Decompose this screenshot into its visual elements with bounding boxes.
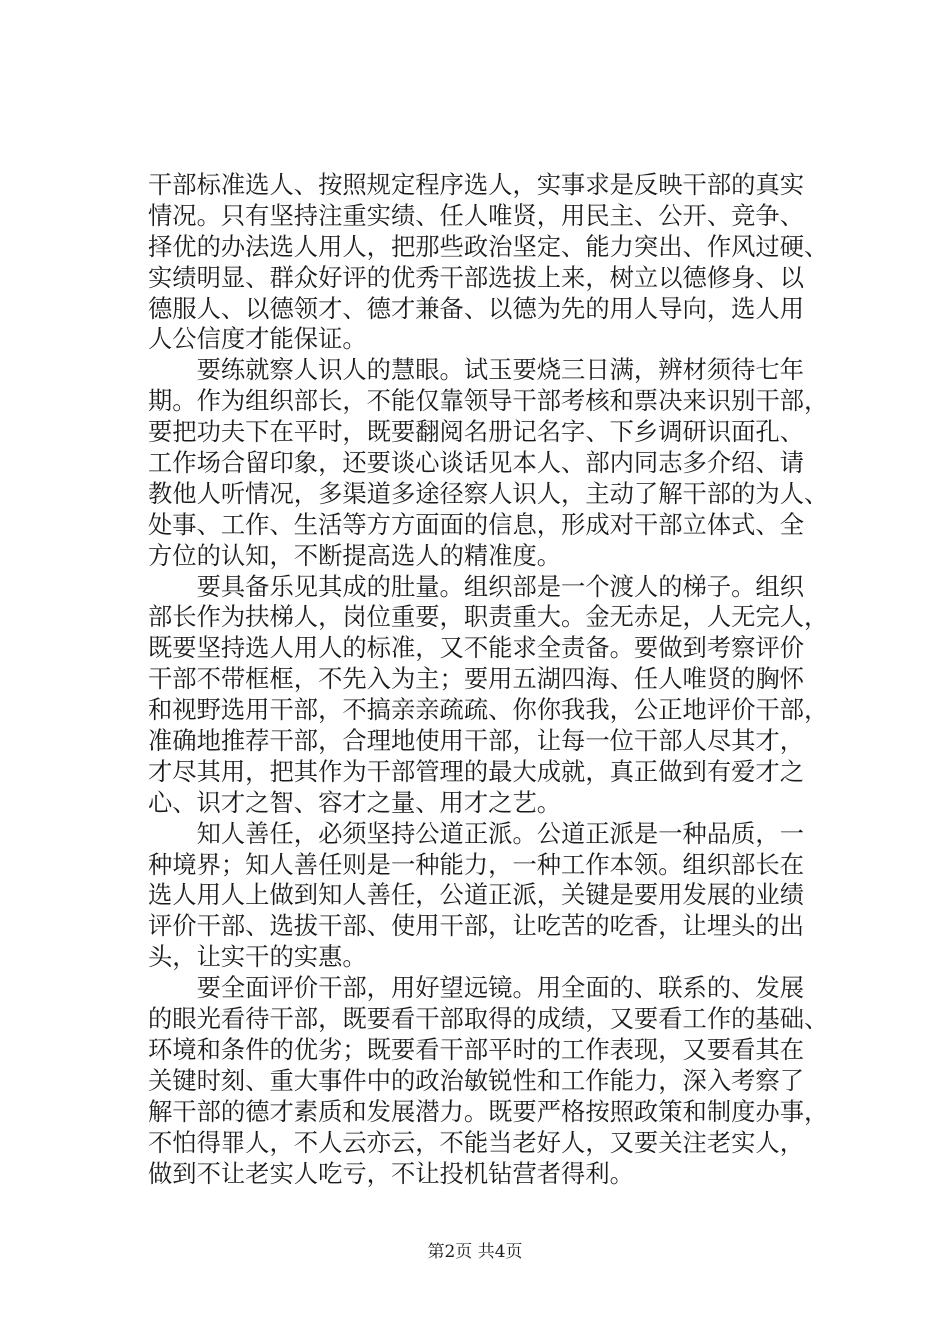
text-line: 和视野选用干部，不搞亲亲疏疏、你你我我，公正地评价干部，	[148, 695, 829, 725]
text-line: 不怕得罪人，不人云亦云，不能当老好人，又要关注老实人，	[148, 1127, 805, 1157]
document-body	[148, 170, 832, 1189]
text-line: 种境界；知人善任则是一种能力，一种工作本领。组织部长在	[148, 849, 805, 879]
text-line: 处事、工作、生活等方方面面的信息，形成对干部立体式、全	[148, 509, 805, 539]
text-line: 准确地推荐干部，合理地使用干部，让每一位干部人尽其才，	[148, 726, 805, 756]
text-line: 干部标准选人、按照规定程序选人，实事求是反映干部的真实	[148, 170, 805, 199]
text-line: 的眼光看待干部，既要看干部取得的成绩，又要看工作的基础、	[148, 1004, 829, 1034]
text-line: 要把功夫下在平时，既要翻阅名册记名字、下乡调研识面孔、	[148, 417, 805, 447]
text-line: 关键时刻、重大事件中的政治敏锐性和工作能力，深入考察了	[148, 1065, 805, 1095]
text-line: 评价干部、选拔干部、使用干部，让吃苦的吃香，让埋头的出	[148, 911, 805, 941]
text-line: 心、识才之智、容才之量、用才之艺。	[148, 787, 562, 817]
text-line: 要全面评价干部，用好望远镜。用全面的、联系的、发展	[148, 973, 805, 1003]
text-line: 期。作为组织部长，不能仅靠领导干部考核和票决来识别干部，	[148, 386, 829, 416]
text-line: 方位的认知，不断提高选人的精准度。	[148, 540, 562, 570]
text-line: 教他人听情况，多渠道多途径察人识人，主动了解干部的为人、	[148, 478, 829, 508]
text-line: 既要坚持选人用人的标准，又不能求全责备。要做到考察评价	[148, 633, 805, 663]
text-line: 部长作为扶梯人，岗位重要，职责重大。金无赤足，人无完人，	[148, 602, 829, 632]
text-line: 择优的办法选人用人，把那些政治坚定、能力突出、作风过硬、	[148, 231, 829, 261]
text-line: 工作场合留印象，还要谈心谈话见本人、部内同志多介绍、请	[148, 448, 805, 478]
text-line: 解干部的德才素质和发展潜力。既要严格按照政策和制度办事，	[148, 1096, 829, 1126]
text-line: 实绩明显、群众好评的优秀干部选拔上来，树立以德修身、以	[148, 262, 805, 292]
text-line: 环境和条件的优劣；既要看干部平时的工作表现，又要看其在	[148, 1034, 805, 1064]
text-line: 要练就察人识人的慧眼。试玉要烧三日满，辨材须待七年	[148, 355, 805, 385]
text-line: 才尽其用，把其作为干部管理的最大成就，真正做到有爱才之	[148, 756, 805, 786]
text-line: 要具备乐见其成的肚量。组织部是一个渡人的梯子。组织	[148, 571, 805, 601]
text-line: 干部不带框框，不先入为主；要用五湖四海、任人唯贤的胸怀	[148, 664, 805, 694]
text-line: 德服人、以德领才、德才兼备、以德为先的用人导向，选人用	[148, 293, 805, 323]
text-line: 知人善任，必须坚持公道正派。公道正派是一种品质，一	[148, 818, 805, 848]
text-line: 做到不让老实人吃亏，不让投机钻营者得利。	[148, 1158, 634, 1188]
text-line: 头，让实干的实惠。	[148, 942, 367, 972]
text-line: 选人用人上做到知人善任，公道正派，关键是要用发展的业绩	[148, 880, 805, 910]
text-line: 情况。只有坚持注重实绩、任人唯贤，用民主、公开、竞争、	[148, 200, 805, 230]
page-footer: 第2页 共4页	[427, 1242, 523, 1262]
text-line: 人公信度才能保证。	[148, 324, 367, 354]
